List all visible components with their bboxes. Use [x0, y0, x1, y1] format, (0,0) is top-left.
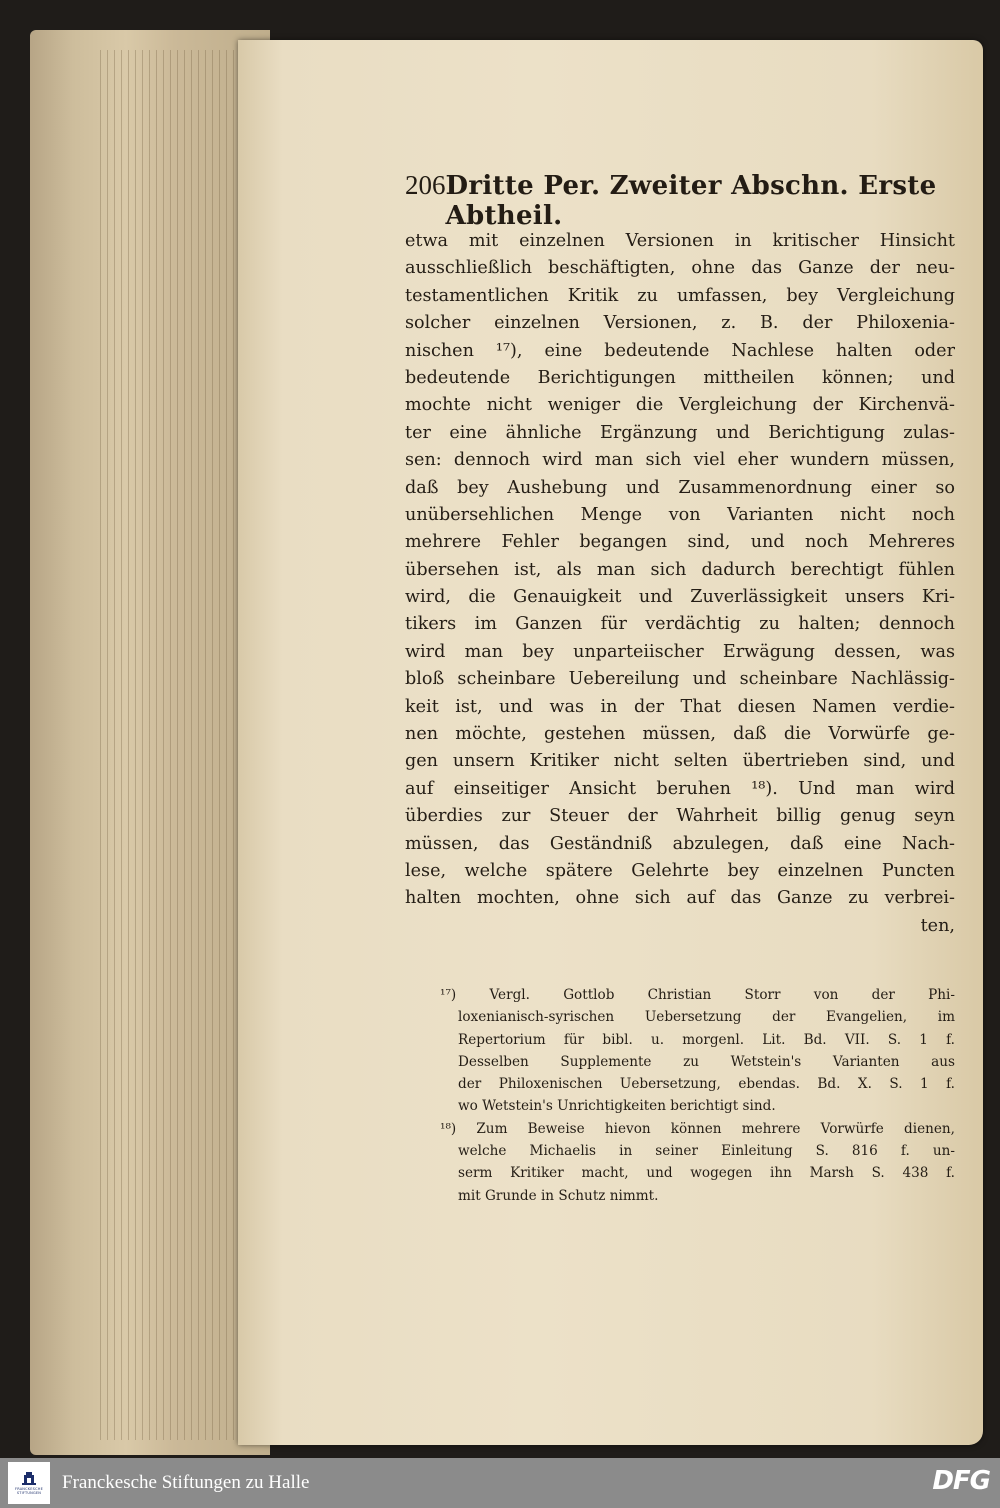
- dfg-logo[interactable]: DFG: [932, 1466, 990, 1496]
- footnote-18-line: ¹⁸) Zum Beweise hievon können mehrere Vorwürfe dienen,: [440, 1120, 955, 1137]
- logo-text-line2: STIFTUNGEN: [16, 1491, 42, 1495]
- footnote-17-line: der Philoxenischen Uebersetzung, ebendas. Bd. X. S. 1 f.: [458, 1076, 955, 1093]
- logo-text-line1: FRANCKESCHE: [15, 1487, 43, 1491]
- body-line: mehrere Fehler begangen sind, und noch Mehreres: [405, 532, 955, 553]
- body-text: [405, 228, 955, 940]
- body-line: halten mochten, ohne sich auf das Ganze zu verbrei-: [405, 888, 955, 909]
- footnotes: [440, 984, 955, 1207]
- footnote-17-line: Repertorium für bibl. u. morgenl. Lit. Bd. VII. S. 1 f.: [458, 1031, 955, 1048]
- body-line: testamentlichen Kritik zu umfassen, bey Vergleichung: [405, 285, 955, 306]
- footnote-17-line: Desselben Supplemente zu Wetstein's Varianten aus: [458, 1053, 955, 1070]
- footnote-18-line: welche Michaelis in seiner Einleitung S. 816 f. un-: [458, 1143, 955, 1160]
- body-line: bedeutende Berichtigungen mittheilen können; und: [405, 367, 955, 388]
- footnote-17-line: wo Wetstein's Unrichtigkeiten berichtigt sind.: [458, 1098, 776, 1115]
- body-line: unübersehlichen Menge von Varianten nicht noch: [405, 504, 955, 525]
- body-line: überdies zur Steuer der Wahrheit billig genug seyn: [405, 806, 955, 827]
- body-line: tikers im Ganzen für verdächtig zu halten; dennoch: [405, 614, 955, 635]
- body-line: etwa mit einzelnen Versionen in kritischer Hinsicht: [405, 231, 955, 251]
- institution-name: Franckesche Stiftungen zu Halle: [62, 1472, 310, 1493]
- body-line: ausschließlich beschäftigten, ohne das Ganze der neu-: [405, 258, 955, 279]
- footnote-18-line: mit Grunde in Schutz nimmt.: [458, 1187, 659, 1204]
- body-line: ter eine ähnliche Ergänzung und Berichtigung zulas-: [405, 422, 955, 443]
- franckesche-stiftungen-logo[interactable]: [8, 1462, 50, 1504]
- footnote-17-line: ¹⁷) Vergl. Gottlob Christian Storr von der Phi-: [440, 987, 955, 1003]
- footnote-18-line: serm Kritiker macht, und wogegen ihn Marsh S. 438 f.: [458, 1165, 955, 1182]
- body-line: daß bey Aushebung und Zusammenordnung einer so: [405, 477, 955, 498]
- page-edges: [30, 30, 270, 1455]
- emblem-icon: [21, 1471, 37, 1487]
- page-number: 206: [405, 170, 446, 200]
- body-line: lese, welche spätere Gelehrte bey einzelnen Puncten: [405, 860, 955, 881]
- viewer-footer: [0, 1458, 1000, 1508]
- running-head: [405, 170, 955, 231]
- body-line: nischen ¹⁷), eine bedeutende Nachlese halten oder: [405, 340, 955, 361]
- body-line: nen möchte, gestehen müssen, daß die Vorwürfe ge-: [405, 724, 955, 745]
- body-line: sen: dennoch wird man sich viel eher wundern müssen,: [405, 450, 955, 471]
- body-line: wird man bey unparteiischer Erwägung dessen, was: [405, 641, 955, 662]
- body-line: solcher einzelnen Versionen, z. B. der Philoxenia-: [405, 313, 955, 334]
- footnote-17-line: loxenianisch-syrischen Uebersetzung der Evangelien, im: [458, 1009, 955, 1026]
- running-head-title: Dritte Per. Zweiter Abschn. Erste Abtheil.: [445, 171, 937, 231]
- body-line: auf einseitiger Ansicht beruhen ¹⁸). Und man wird: [405, 778, 955, 799]
- body-line: keit ist, und was in der That diesen Namen verdie-: [405, 696, 955, 717]
- body-line: mochte nicht weniger die Vergleichung der Kirchenvä-: [405, 395, 955, 416]
- body-line: müssen, das Geständniß abzulegen, daß eine Nach-: [405, 833, 955, 854]
- body-line: übersehen ist, als man sich dadurch berechtigt fühlen: [405, 559, 955, 580]
- catchword: ten,: [920, 915, 955, 936]
- body-line: wird, die Genauigkeit und Zuverlässigkeit unsers Kri-: [405, 587, 955, 608]
- body-line: bloß scheinbare Uebereilung und scheinbare Nachlässig-: [405, 669, 955, 690]
- body-line: gen unsern Kritiker nicht selten übertrieben sind, und: [405, 751, 955, 772]
